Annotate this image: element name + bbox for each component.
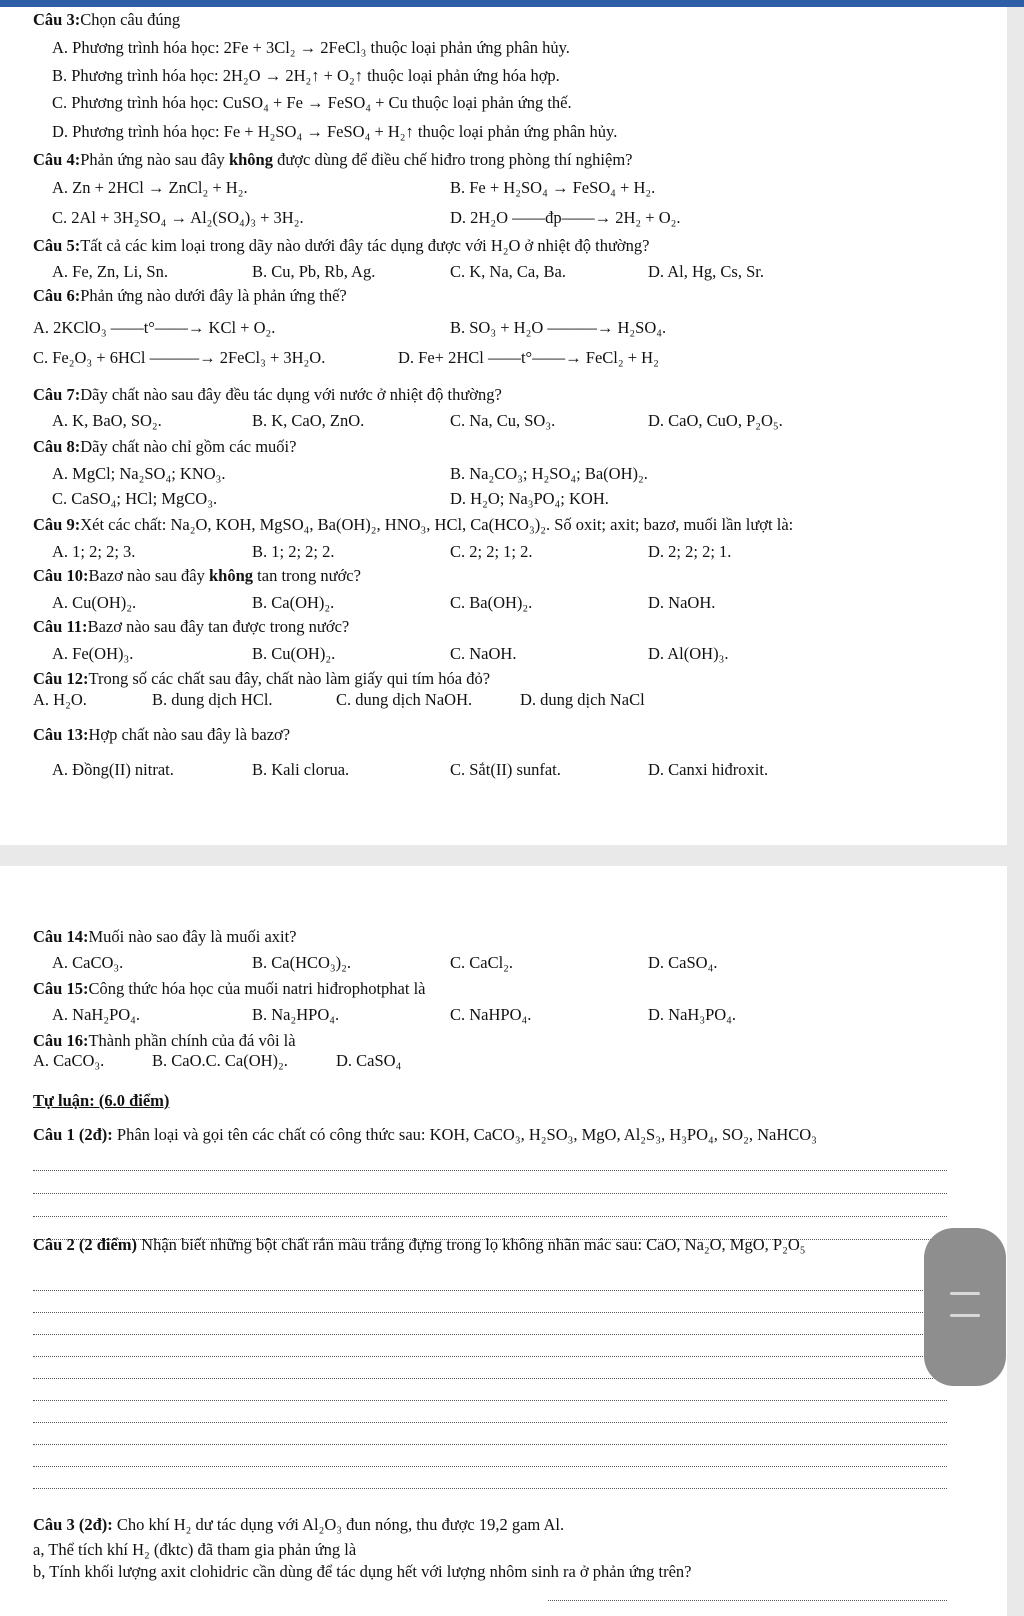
answer-option: D. Fe+ 2HCl ——t°——→ FeCl₂ + H₂ <box>398 348 659 367</box>
essay-question-1-text: Phân loại và gọi tên các chất có công thức sau: KOH, CaCO₃, H₂SO₃, MgO, Al₂S₃, H₃PO₄, SO₂, NaHCO₃ <box>116 1125 817 1144</box>
answer-option: C. 2Al + 3H₂SO₄ → Al₂(SO₄)₃ + 3H₂. <box>52 208 304 227</box>
answer-option: B. Kali clorua. <box>252 760 350 779</box>
answer-option: A. K, BaO, SO₂. <box>52 411 162 430</box>
question-part1-9 <box>33 669 490 689</box>
question-part1-0 <box>33 10 180 30</box>
answer-option: D. Canxi hiđroxit. <box>648 760 769 779</box>
answer-option: A. 1; 2; 2; 3. <box>52 542 136 561</box>
answer-option: C. K, Na, Ca, Ba. <box>450 262 566 281</box>
answer-option: D. CaO, CuO, P₂O₅. <box>648 411 783 430</box>
answer-option: C. Na, Cu, SO₃. <box>450 411 556 430</box>
answer-option: D. 2H₂O ——đp——→ 2H₂ + O₂. <box>450 208 681 227</box>
answer-option: D. CaSO₄. <box>648 953 718 972</box>
question-number: Câu 5: <box>33 236 81 255</box>
answer-option: B. SO₃ + H₂O ———→ H₂SO₄. <box>450 318 667 337</box>
answer-option: A. CaCO₃. <box>33 1051 105 1070</box>
question-stem: Công thức hóa học của muối natri hiđrophotphat là <box>88 979 426 998</box>
question-part2-2 <box>33 1031 296 1051</box>
question-number: Câu 6: <box>33 286 81 305</box>
question-number: Câu 12: <box>33 669 89 688</box>
question-part1-4 <box>33 385 502 405</box>
question-number: Câu 3: <box>33 10 81 29</box>
essay-question-2-text: Nhận biết những bột chất rắn màu trắng đựng trong lọ không nhãn mác sau: CaO, Na₂O, MgO, P₂O₅ <box>141 1235 806 1254</box>
question-number: Câu 11: <box>33 617 88 636</box>
answer-option: A. Zn + 2HCl → ZnCl₂ + H₂. <box>52 178 248 197</box>
answer-option: C. dung dịch NaOH. <box>336 690 473 709</box>
answer-option: C. 2; 2; 1; 2. <box>450 542 533 561</box>
question-part1-3 <box>33 286 347 306</box>
answer-option: B. K, CaO, ZnO. <box>252 411 365 430</box>
answer-option: B. dung dịch HCl. <box>152 690 273 709</box>
answer-option: C. CaSO₄; HCl; MgCO₃. <box>52 489 218 508</box>
question-number: Câu 13: <box>33 725 89 744</box>
question-part1-7 <box>33 566 361 586</box>
question-part1-1 <box>33 150 632 170</box>
answer-option: A. NaH₂PO₄. <box>52 1005 141 1024</box>
question-number: Câu 10: <box>33 566 89 585</box>
answer-option: B. Ca(OH)₂. <box>252 593 335 612</box>
answer-option: B. CaO.C. Ca(OH)₂. <box>152 1051 288 1070</box>
question-number: Câu 7: <box>33 385 81 404</box>
essay-question-3-text: Cho khí H₂ dư tác dụng với Al₂O₃ đun nóng, thu được 19,2 gam Al. <box>116 1515 565 1534</box>
answer-option: A. Cu(OH)₂. <box>52 593 137 612</box>
essay-heading: Tự luận: (6.0 điểm) <box>33 1091 170 1110</box>
answer-option: D. Al(OH)₃. <box>648 644 729 663</box>
question-stem: Tất cả các kim loại trong dãy nào dưới đây tác dụng được với H₂O ở nhiệt độ thường? <box>80 236 650 255</box>
essay-question-2 <box>33 1235 806 1255</box>
question-stem: Bazơ nào sau đây không tan trong nước? <box>88 566 361 585</box>
answer-option: C. CaCl₂. <box>450 953 514 972</box>
question-number: Câu 9: <box>33 515 81 534</box>
essay-question-3-number: Câu 3 (2đ): <box>33 1515 113 1534</box>
answer-option: C. NaHPO₄. <box>450 1005 532 1024</box>
answer-option: B. Cu(OH)₂. <box>252 644 336 663</box>
question-number: Câu 14: <box>33 927 89 946</box>
question-stem: Thành phần chính của đá vôi là <box>88 1031 296 1050</box>
essay-question-1 <box>33 1125 817 1145</box>
answer-option: B. Phương trình hóa học: 2H₂O → 2H₂↑ + O₂↑ thuộc loại phản ứng hóa hợp. <box>52 66 560 85</box>
essay-question-1-number: Câu 1 (2đ): <box>33 1125 113 1144</box>
question-stem: Dãy chất nào chỉ gồm các muối? <box>80 437 297 456</box>
question-part1-2 <box>33 236 649 256</box>
question-stem: Phản ứng nào sau đây không được dùng để điều chế hiđro trong phòng thí nghiệm? <box>80 150 633 169</box>
answer-option: D. NaH₃PO₄. <box>648 1005 737 1024</box>
answer-option: D. Phương trình hóa học: Fe + H₂SO₄ → FeSO₄ + H₂↑ thuộc loại phản ứng phân hủy. <box>52 122 618 141</box>
question-stem: Chọn câu đúng <box>80 10 181 29</box>
question-stem: Xét các chất: Na₂O, KOH, MgSO₄, Ba(OH)₂, HNO₃, HCl, Ca(HCO₃)₂. Số oxit; axit; bazơ, muối lần lượt là: <box>80 515 794 534</box>
answer-option: A. H₂O. <box>33 690 87 709</box>
answer-option: C. Phương trình hóa học: CuSO₄ + Fe → FeSO₄ + Cu thuộc loại phản ứng thế. <box>52 93 572 112</box>
answer-line-3 <box>548 1600 947 1601</box>
answer-option: A. Phương trình hóa học: 2Fe + 3Cl₂ → 2FeCl₃ thuộc loại phản ứng phân hủy. <box>52 38 570 57</box>
essay-question-3a: a, Thể tích khí H₂ (đktc) đã tham gia phản ứng là <box>33 1540 357 1559</box>
question-part1-5 <box>33 437 296 457</box>
answer-option: B. 1; 2; 2; 2. <box>252 542 335 561</box>
question-stem: Hợp chất nào sau đây là bazơ? <box>88 725 291 744</box>
answer-option: A. MgCl; Na₂SO₄; KNO₃. <box>52 464 226 483</box>
answer-option: A. CaCO₃. <box>52 953 124 972</box>
answer-option: C. Ba(OH)₂. <box>450 593 533 612</box>
answer-option: D. CaSO₄ <box>336 1051 402 1070</box>
answer-option: B. Fe + H₂SO₄ → FeSO₄ + H₂. <box>450 178 656 197</box>
question-stem: Bazơ nào sau đây tan được trong nước? <box>87 617 350 636</box>
answer-option: A. Fe(OH)₃. <box>52 644 134 663</box>
answer-option: A. Đồng(II) nitrat. <box>52 760 174 779</box>
question-stem: Dãy chất nào sau đây đều tác dụng với nước ở nhiệt độ thường? <box>80 385 502 404</box>
question-stem: Phản ứng nào dưới đây là phản ứng thế? <box>80 286 347 305</box>
question-part1-10 <box>33 725 290 745</box>
question-stem: Trong số các chất sau đây, chất nào làm giấy qui tím hóa đỏ? <box>88 669 491 688</box>
question-number: Câu 15: <box>33 979 89 998</box>
answer-option: B. Na₂CO₃; H₂SO₄; Ba(OH)₂. <box>450 464 648 483</box>
answer-option: A. 2KClO₃ ——t°——→ KCl + O₂. <box>33 318 276 337</box>
answer-option: D. 2; 2; 2; 1. <box>648 542 732 561</box>
top-accent-bar <box>0 0 1024 7</box>
answer-option: C. Fe₂O₃ + 6HCl ———→ 2FeCl₃ + 3H₂O. <box>33 348 326 367</box>
answer-option: D. dung dịch NaCl <box>520 690 645 709</box>
question-part2-0 <box>33 927 297 947</box>
question-part1-8 <box>33 617 349 637</box>
question-number: Câu 16: <box>33 1031 89 1050</box>
answer-option: B. Cu, Pb, Rb, Ag. <box>252 262 376 281</box>
question-part1-6 <box>33 515 793 535</box>
question-part2-1 <box>33 979 426 999</box>
answer-option: C. NaOH. <box>450 644 517 663</box>
essay-question-3 <box>33 1515 564 1535</box>
answer-option: D. NaOH. <box>648 593 716 612</box>
essay-question-2-number: Câu 2 (2 điểm) <box>33 1235 138 1254</box>
essay-question-3b: b, Tính khối lượng axit clohidric cần dùng để tác dụng hết với lượng nhôm sinh ra ở phản ứng trên? <box>33 1562 692 1581</box>
answer-option: A. Fe, Zn, Li, Sn. <box>52 262 168 281</box>
answer-option: D. H₂O; Na₃PO₄; KOH. <box>450 489 609 508</box>
answer-option: D. Al, Hg, Cs, Sr. <box>648 262 764 281</box>
scroll-handle[interactable] <box>924 1228 1006 1386</box>
question-number: Câu 8: <box>33 437 81 456</box>
question-stem: Muối nào sao đây là muối axit? <box>88 927 297 946</box>
question-number: Câu 4: <box>33 150 81 169</box>
answer-option: B. Ca(HCO₃)₂. <box>252 953 352 972</box>
answer-option: C. Sắt(II) sunfat. <box>450 760 561 779</box>
answer-option: B. Na₂HPO₄. <box>252 1005 340 1024</box>
